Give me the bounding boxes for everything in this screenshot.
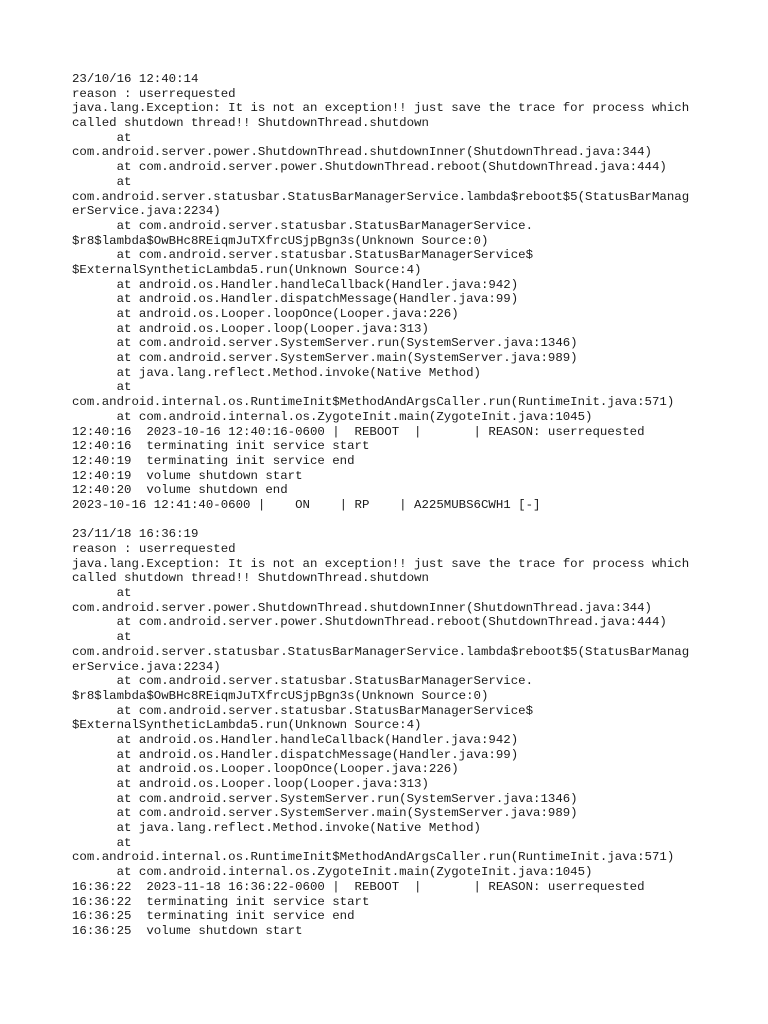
log-line: at com.android.server.statusbar.StatusBarManagerService. bbox=[72, 218, 534, 233]
log-line: $ExternalSyntheticLambda5.run(Unknown Source:4) bbox=[72, 262, 422, 277]
log-line: at com.android.server.SystemServer.main(SystemServer.java:989) bbox=[72, 806, 578, 821]
log-line: java.lang.Exception: It is not an exception!! just save the trace for process which bbox=[72, 556, 690, 571]
log-line: reason : userrequested bbox=[72, 86, 236, 101]
log-line: 12:40:19 terminating init service end bbox=[72, 453, 355, 468]
log-line: at java.lang.reflect.Method.invoke(Native Method) bbox=[72, 821, 481, 836]
log-line: com.android.server.power.ShutdownThread.shutdownInner(ShutdownThread.java:344) bbox=[72, 600, 652, 615]
log-line: at com.android.server.power.ShutdownThread.reboot(ShutdownThread.java:444) bbox=[72, 615, 667, 630]
log-line: at com.android.server.SystemServer.main(SystemServer.java:989) bbox=[72, 351, 578, 366]
log-line: at com.android.server.statusbar.StatusBarManagerService$ bbox=[72, 703, 534, 718]
log-entry-1 bbox=[72, 72, 712, 513]
log-line: at android.os.Looper.loopOnce(Looper.java:226) bbox=[72, 307, 459, 321]
log-line: at com.android.server.SystemServer.run(SystemServer.java:1346) bbox=[72, 336, 578, 351]
log-line: erService.java:2234) bbox=[72, 659, 221, 674]
log-line: called shutdown thread!! ShutdownThread.shutdown bbox=[72, 116, 429, 131]
log-line: com.android.server.statusbar.StatusBarManagerService.lambda$reboot$5(StatusBarManag bbox=[72, 189, 690, 204]
log-line: 16:36:22 2023-11-18 16:36:22-0600 | REBOOT | | REASON: userrequested bbox=[72, 879, 645, 894]
log-line: 12:40:16 terminating init service start bbox=[72, 439, 370, 454]
log-line: java.lang.Exception: It is not an exception!! just save the trace for process which bbox=[72, 101, 690, 116]
log-line: $r8$lambda$OwBHc8REiqmJuTXfrcUSjpBgn3s(Unknown Source:0) bbox=[72, 688, 489, 703]
log-line: com.android.server.power.ShutdownThread.shutdownInner(ShutdownThread.java:344) bbox=[72, 145, 652, 160]
log-line: 2023-10-16 12:41:40-0600 | ON | RP | A225MUBS6CWH1 [-] bbox=[72, 497, 541, 512]
log-line: erService.java:2234) bbox=[72, 204, 221, 219]
log-line: at com.android.server.statusbar.StatusBarManagerService. bbox=[72, 674, 534, 689]
log-line: 12:40:16 2023-10-16 12:40:16-0600 | REBOOT | | REASON: userrequested bbox=[72, 424, 645, 439]
log-line: at bbox=[72, 130, 132, 145]
log-entry-2 bbox=[72, 527, 712, 938]
log-line: at android.os.Looper.loop(Looper.java:313) bbox=[72, 321, 429, 336]
log-line: at com.android.server.power.ShutdownThread.reboot(ShutdownThread.java:444) bbox=[72, 160, 667, 175]
log-line: $ExternalSyntheticLambda5.run(Unknown Source:4) bbox=[72, 718, 422, 733]
log-line: called shutdown thread!! ShutdownThread.shutdown bbox=[72, 571, 429, 586]
log-line: at com.android.internal.os.ZygoteInit.main(ZygoteInit.java:1045) bbox=[72, 409, 593, 424]
log-line: at bbox=[72, 174, 132, 189]
log-line: at android.os.Handler.dispatchMessage(Handler.java:99) bbox=[72, 747, 519, 762]
log-line: at com.android.server.statusbar.StatusBarManagerService$ bbox=[72, 248, 534, 263]
log-line: at bbox=[72, 380, 132, 395]
log-line: at android.os.Handler.handleCallback(Handler.java:942) bbox=[72, 732, 519, 747]
log-line: at bbox=[72, 835, 132, 850]
log-line: com.android.internal.os.RuntimeInit$MethodAndArgsCaller.run(RuntimeInit.java:571) bbox=[72, 395, 675, 410]
log-line: at com.android.server.SystemServer.run(SystemServer.java:1346) bbox=[72, 791, 578, 806]
log-line: 12:40:19 volume shutdown start bbox=[72, 468, 303, 483]
log-line: com.android.internal.os.RuntimeInit$MethodAndArgsCaller.run(RuntimeInit.java:571) bbox=[72, 850, 675, 865]
log-line: reason : userrequested bbox=[72, 542, 236, 556]
log-line: 23/10/16 12:40:14 bbox=[72, 72, 199, 86]
log-line: 23/11/18 16:36:19 bbox=[72, 527, 199, 542]
log-line: at android.os.Handler.dispatchMessage(Handler.java:99) bbox=[72, 292, 519, 307]
log-line: 16:36:25 terminating init service end bbox=[72, 909, 355, 924]
log-line: at android.os.Looper.loop(Looper.java:313) bbox=[72, 777, 429, 791]
log-line: 16:36:25 volume shutdown start bbox=[72, 923, 303, 938]
log-line: at android.os.Handler.handleCallback(Handler.java:942) bbox=[72, 277, 519, 292]
log-line: 16:36:22 terminating init service start bbox=[72, 894, 370, 909]
log-line: com.android.server.statusbar.StatusBarManagerService.lambda$reboot$5(StatusBarManag bbox=[72, 644, 690, 659]
log-line: at android.os.Looper.loopOnce(Looper.java:226) bbox=[72, 762, 459, 777]
log-line: at java.lang.reflect.Method.invoke(Native Method) bbox=[72, 365, 481, 380]
log-line: at com.android.internal.os.ZygoteInit.main(ZygoteInit.java:1045) bbox=[72, 865, 593, 880]
log-line: $r8$lambda$OwBHc8REiqmJuTXfrcUSjpBgn3s(Unknown Source:0) bbox=[72, 233, 489, 248]
log-line: 12:40:20 volume shutdown end bbox=[72, 483, 288, 498]
document-page bbox=[72, 72, 712, 939]
log-line: at bbox=[72, 630, 132, 645]
log-line: at bbox=[72, 586, 132, 601]
